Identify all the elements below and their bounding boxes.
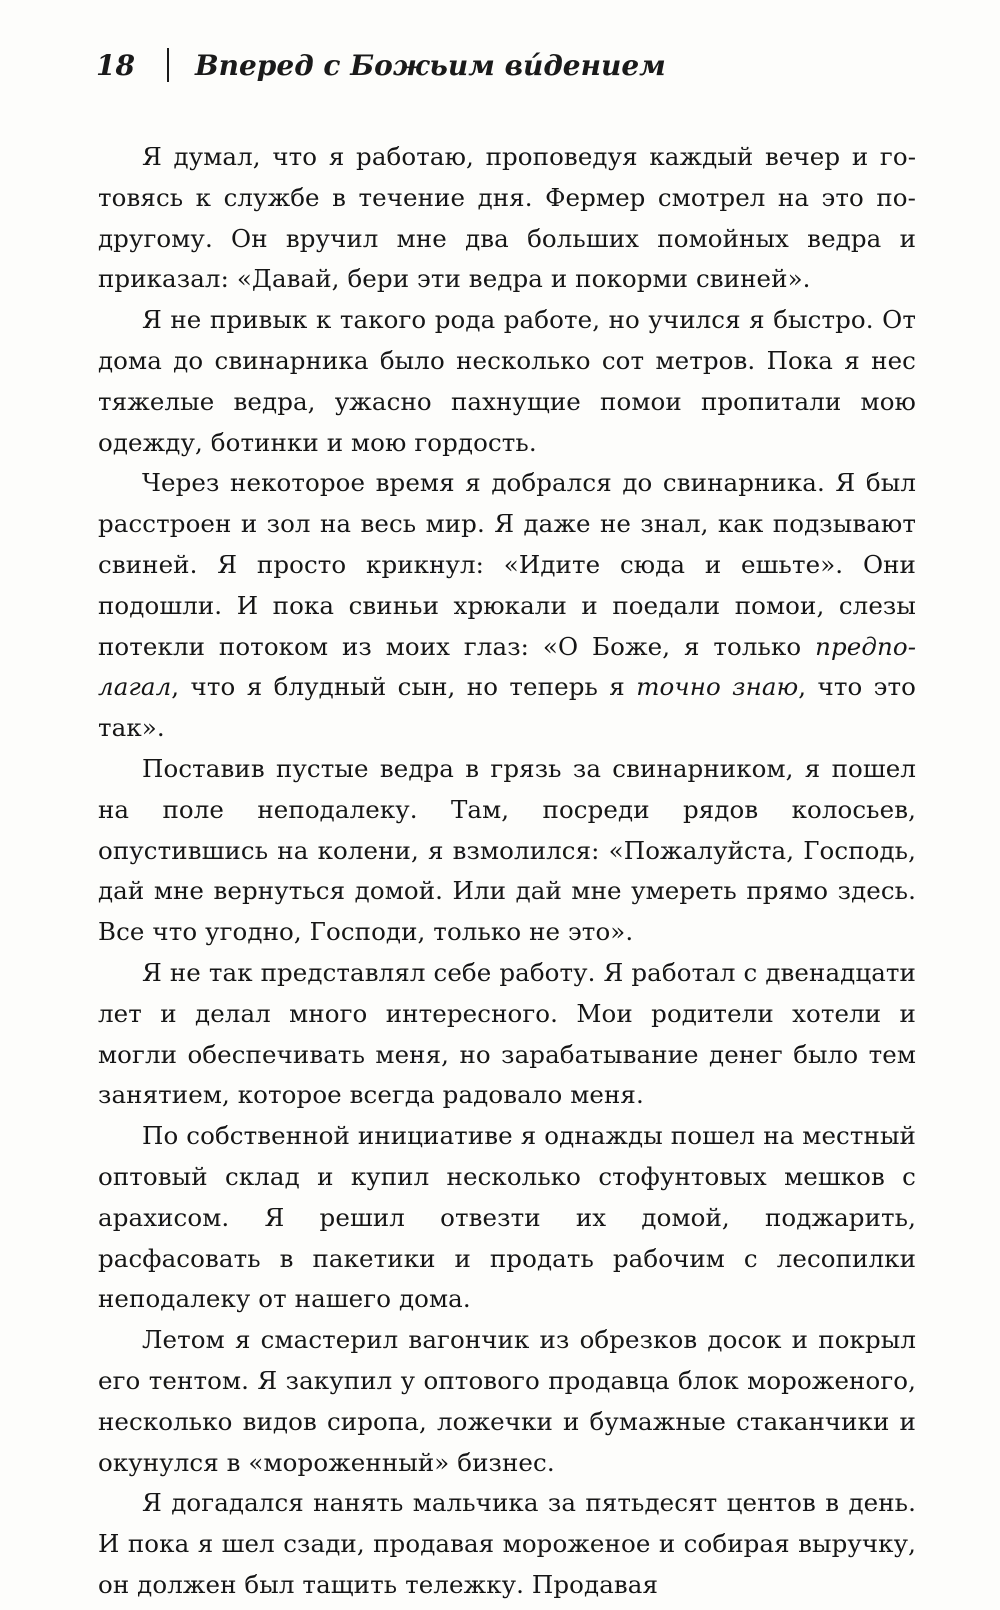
emphasis-assumed: предполагал [98,631,916,702]
running-header [96,40,666,90]
paragraph-2: Я не привык к такого рода работе, но учился я быстро. От дома до свинарника было несколько сот метров. Пока я нес тяжелые ведра, ужасно пахнущие помои пропитали мою одежду, ботинки и мою гордость. [98,305,916,457]
paragraph-3-part-3: , что это так». [98,672,917,743]
page-number: 18 [96,48,135,82]
paragraph-5: Я не так представлял себе работу. Я работал с двенадцати лет и делал много интересного. Мои родители хотели и могли обеспечивать меня, но зарабатывание денег было тем занятием, которое всегда радовало меня. [98,957,916,1110]
paragraph-4: Поставив пустые ведра в грязь за свинарником, я пошел на поле неподалеку. Там, посреди рядов колосьев, опустившись на колени, я взмолился: «Пожалуйста, Господь, дай мне вернуться домой. Или дай мне умереть прямо здесь. Все что угодно, Господи, только не это». [98,753,916,947]
paragraph-3-part-2: , что я блудный сын, но теперь я [171,672,637,702]
emphasis-know-for-sure: точно знаю [636,672,799,702]
paragraph-6: По собственной инициативе я однажды пошел на местный оптовый склад и купил несколько стофунтовых мешков с арахисом. Я решил отвезти их домой, поджарить, расфасовать в пакетики и продать рабочим с лесопилки неподалеку от нашего дома. [98,1121,916,1314]
book-title: Вперед с Божьим вúдением [194,48,666,82]
body-text [98,137,916,1606]
paragraph-3-part-1: Через некоторое время я добрался до свинарника. Я был расстроен и зол на весь мир. Я даже не знал, как подзывают свиней. Я просто крикнул: «Идите сюда и ешьте». Они подошли. И пока свиньи хрюкали и поедали помои, слезы потекли потоком из моих глаз: «О Боже, я только [98,468,916,661]
paragraph-1: Я думал, что я работаю, проповедуя каждый вечер и готовясь к службе в течение дня. Фермер смотрел на это по-другому. Он вручил мне два больших помойных ведра и приказал: «Давай, бери эти ведра и покорми свиней». [98,142,916,294]
header-divider [167,48,169,82]
paragraph-7: Летом я смастерил вагончик из обрезков досок и покрыл его тентом. Я закупил у оптового продавца блок мороженого, несколько видов сиропа, ложечки и бумажные стаканчики и окунулся в «мороженный» бизнес. [98,1325,916,1477]
paragraph-3 [98,463,916,749]
paragraph-8: Я догадался нанять мальчика за пятьдесят центов в день. И пока я шел сзади, продавая мороженое и собирая выручку, он должен был тащить тележку. Продавая [98,1488,916,1599]
